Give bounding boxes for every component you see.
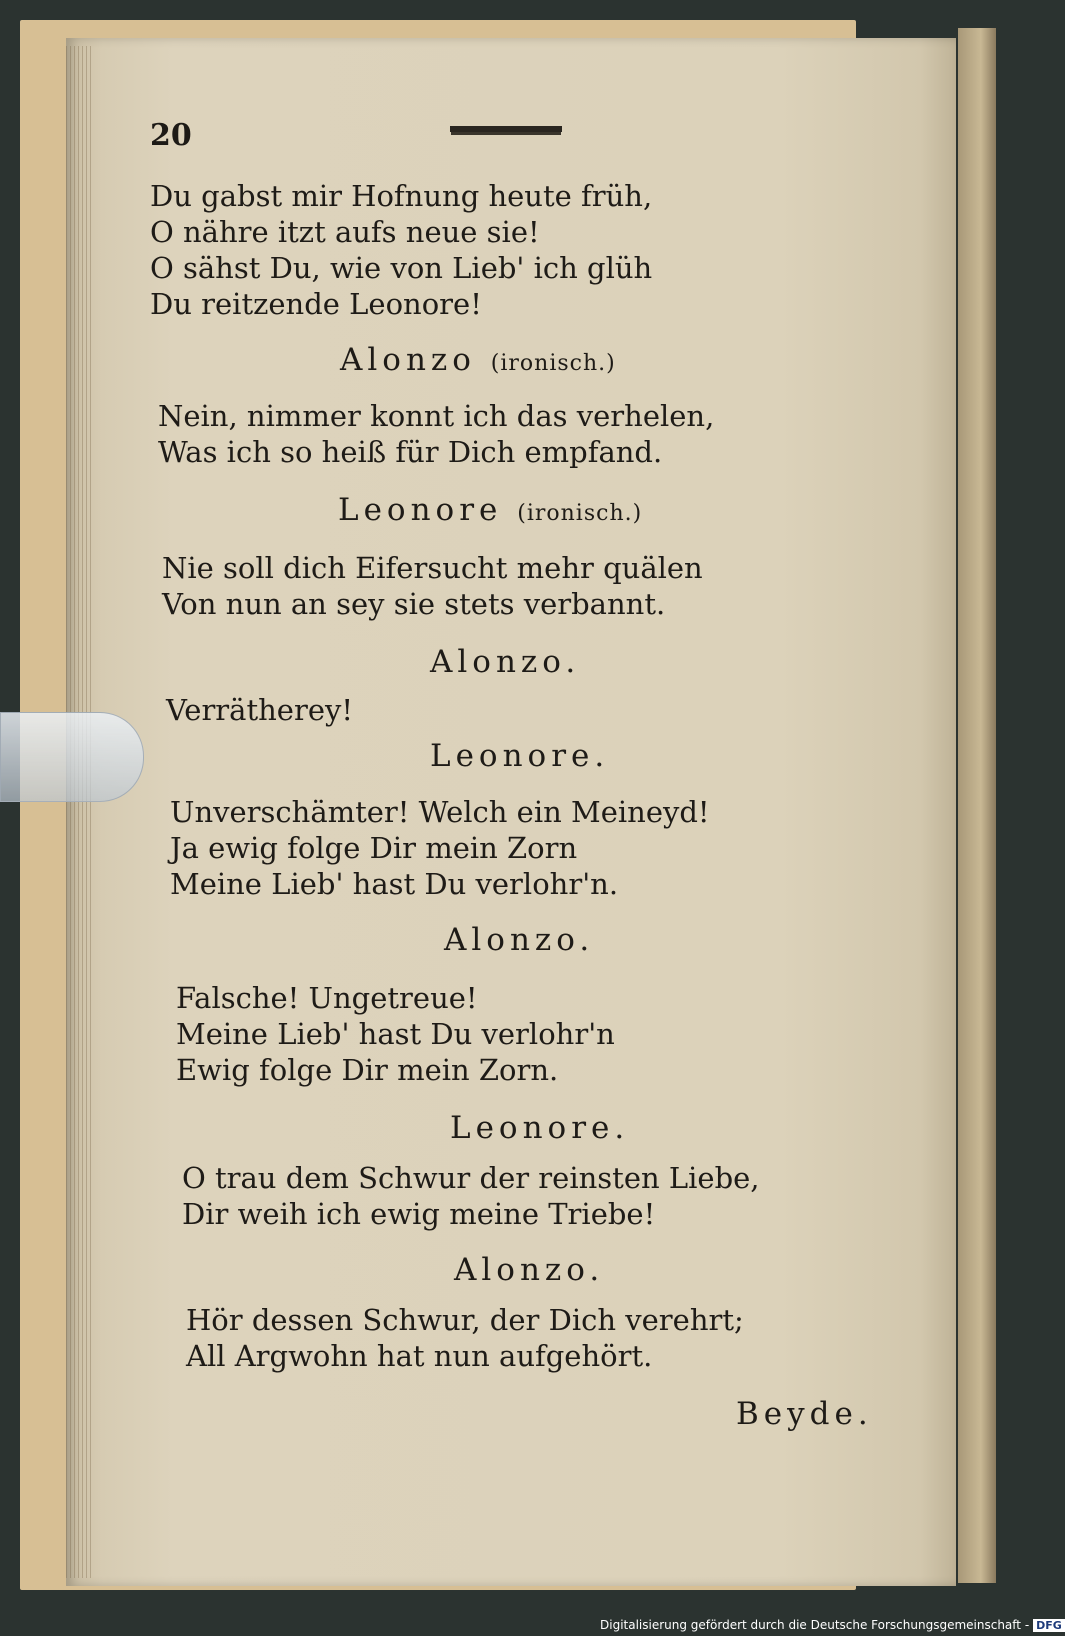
footer-text: Digitalisierung gefördert durch die Deutsche Forschungsgemeinschaft - <box>600 1618 1030 1632</box>
verse-line: O trau dem Schwur der reinsten Liebe, <box>182 1161 760 1195</box>
catchword: Beyde. <box>736 1396 873 1432</box>
speaker-heading <box>338 492 642 528</box>
scanner-clip <box>0 712 144 802</box>
header-rule <box>450 126 562 132</box>
speaker-name: Alonzo. <box>444 922 595 958</box>
verse-line: Ewig folge Dir mein Zorn. <box>176 1053 559 1087</box>
speaker-heading <box>430 644 580 680</box>
verse-line: O nähre itzt aufs neue sie! <box>150 215 540 249</box>
verse-line: O sähst Du, wie von Lieb' ich glüh <box>150 251 653 285</box>
speaker-heading <box>444 922 594 958</box>
speaker-heading <box>430 738 609 774</box>
verse-line: Falsche! Ungetreue! <box>176 981 478 1015</box>
stage-direction: (ironisch.) <box>517 501 643 526</box>
speaker-name: Leonore. <box>430 738 610 774</box>
verse-line: Du gabst mir Hofnung heute früh, <box>150 179 653 213</box>
verse-line: Unverschämter! Welch ein Meineyd! <box>170 795 710 829</box>
next-page-edge <box>958 28 996 1583</box>
verse-line: Von nun an sey sie stets verbannt. <box>162 587 666 621</box>
speaker-heading <box>340 342 616 378</box>
verse-line: Hör dessen Schwur, der Dich verehrt; <box>186 1303 744 1337</box>
stage-direction: (ironisch.) <box>490 351 616 376</box>
verse-line: Meine Lieb' hast Du verlohr'n <box>176 1017 615 1051</box>
verse-line: All Argwohn hat nun aufgehört. <box>186 1339 653 1373</box>
digitization-footer <box>600 1618 1065 1632</box>
speaker-name: Alonzo. <box>430 644 581 680</box>
verse-line: Nie soll dich Eifersucht mehr quälen <box>162 551 703 585</box>
page-stack-edge <box>66 46 92 1578</box>
verse-line: Nein, nimmer konnt ich das verhelen, <box>158 399 715 433</box>
dfg-logo: DFG <box>1033 1619 1065 1632</box>
speaker-name: Leonore. <box>450 1110 630 1146</box>
speaker-name: Alonzo <box>340 342 476 378</box>
speaker-heading <box>454 1252 604 1288</box>
speaker-name: Leonore <box>338 492 503 528</box>
verse-line: Verrätherey! <box>166 693 354 727</box>
speaker-heading <box>450 1110 629 1146</box>
verse-line: Du reitzende Leonore! <box>150 287 482 321</box>
speaker-name: Alonzo. <box>454 1252 605 1288</box>
verse-line: Meine Lieb' hast Du verlohr'n. <box>170 867 619 901</box>
verse-line: Dir weih ich ewig meine Triebe! <box>182 1197 656 1231</box>
page-number: 20 <box>150 118 192 153</box>
verse-line: Was ich so heiß für Dich empfand. <box>158 435 663 469</box>
verse-line: Ja ewig folge Dir mein Zorn <box>170 831 578 865</box>
